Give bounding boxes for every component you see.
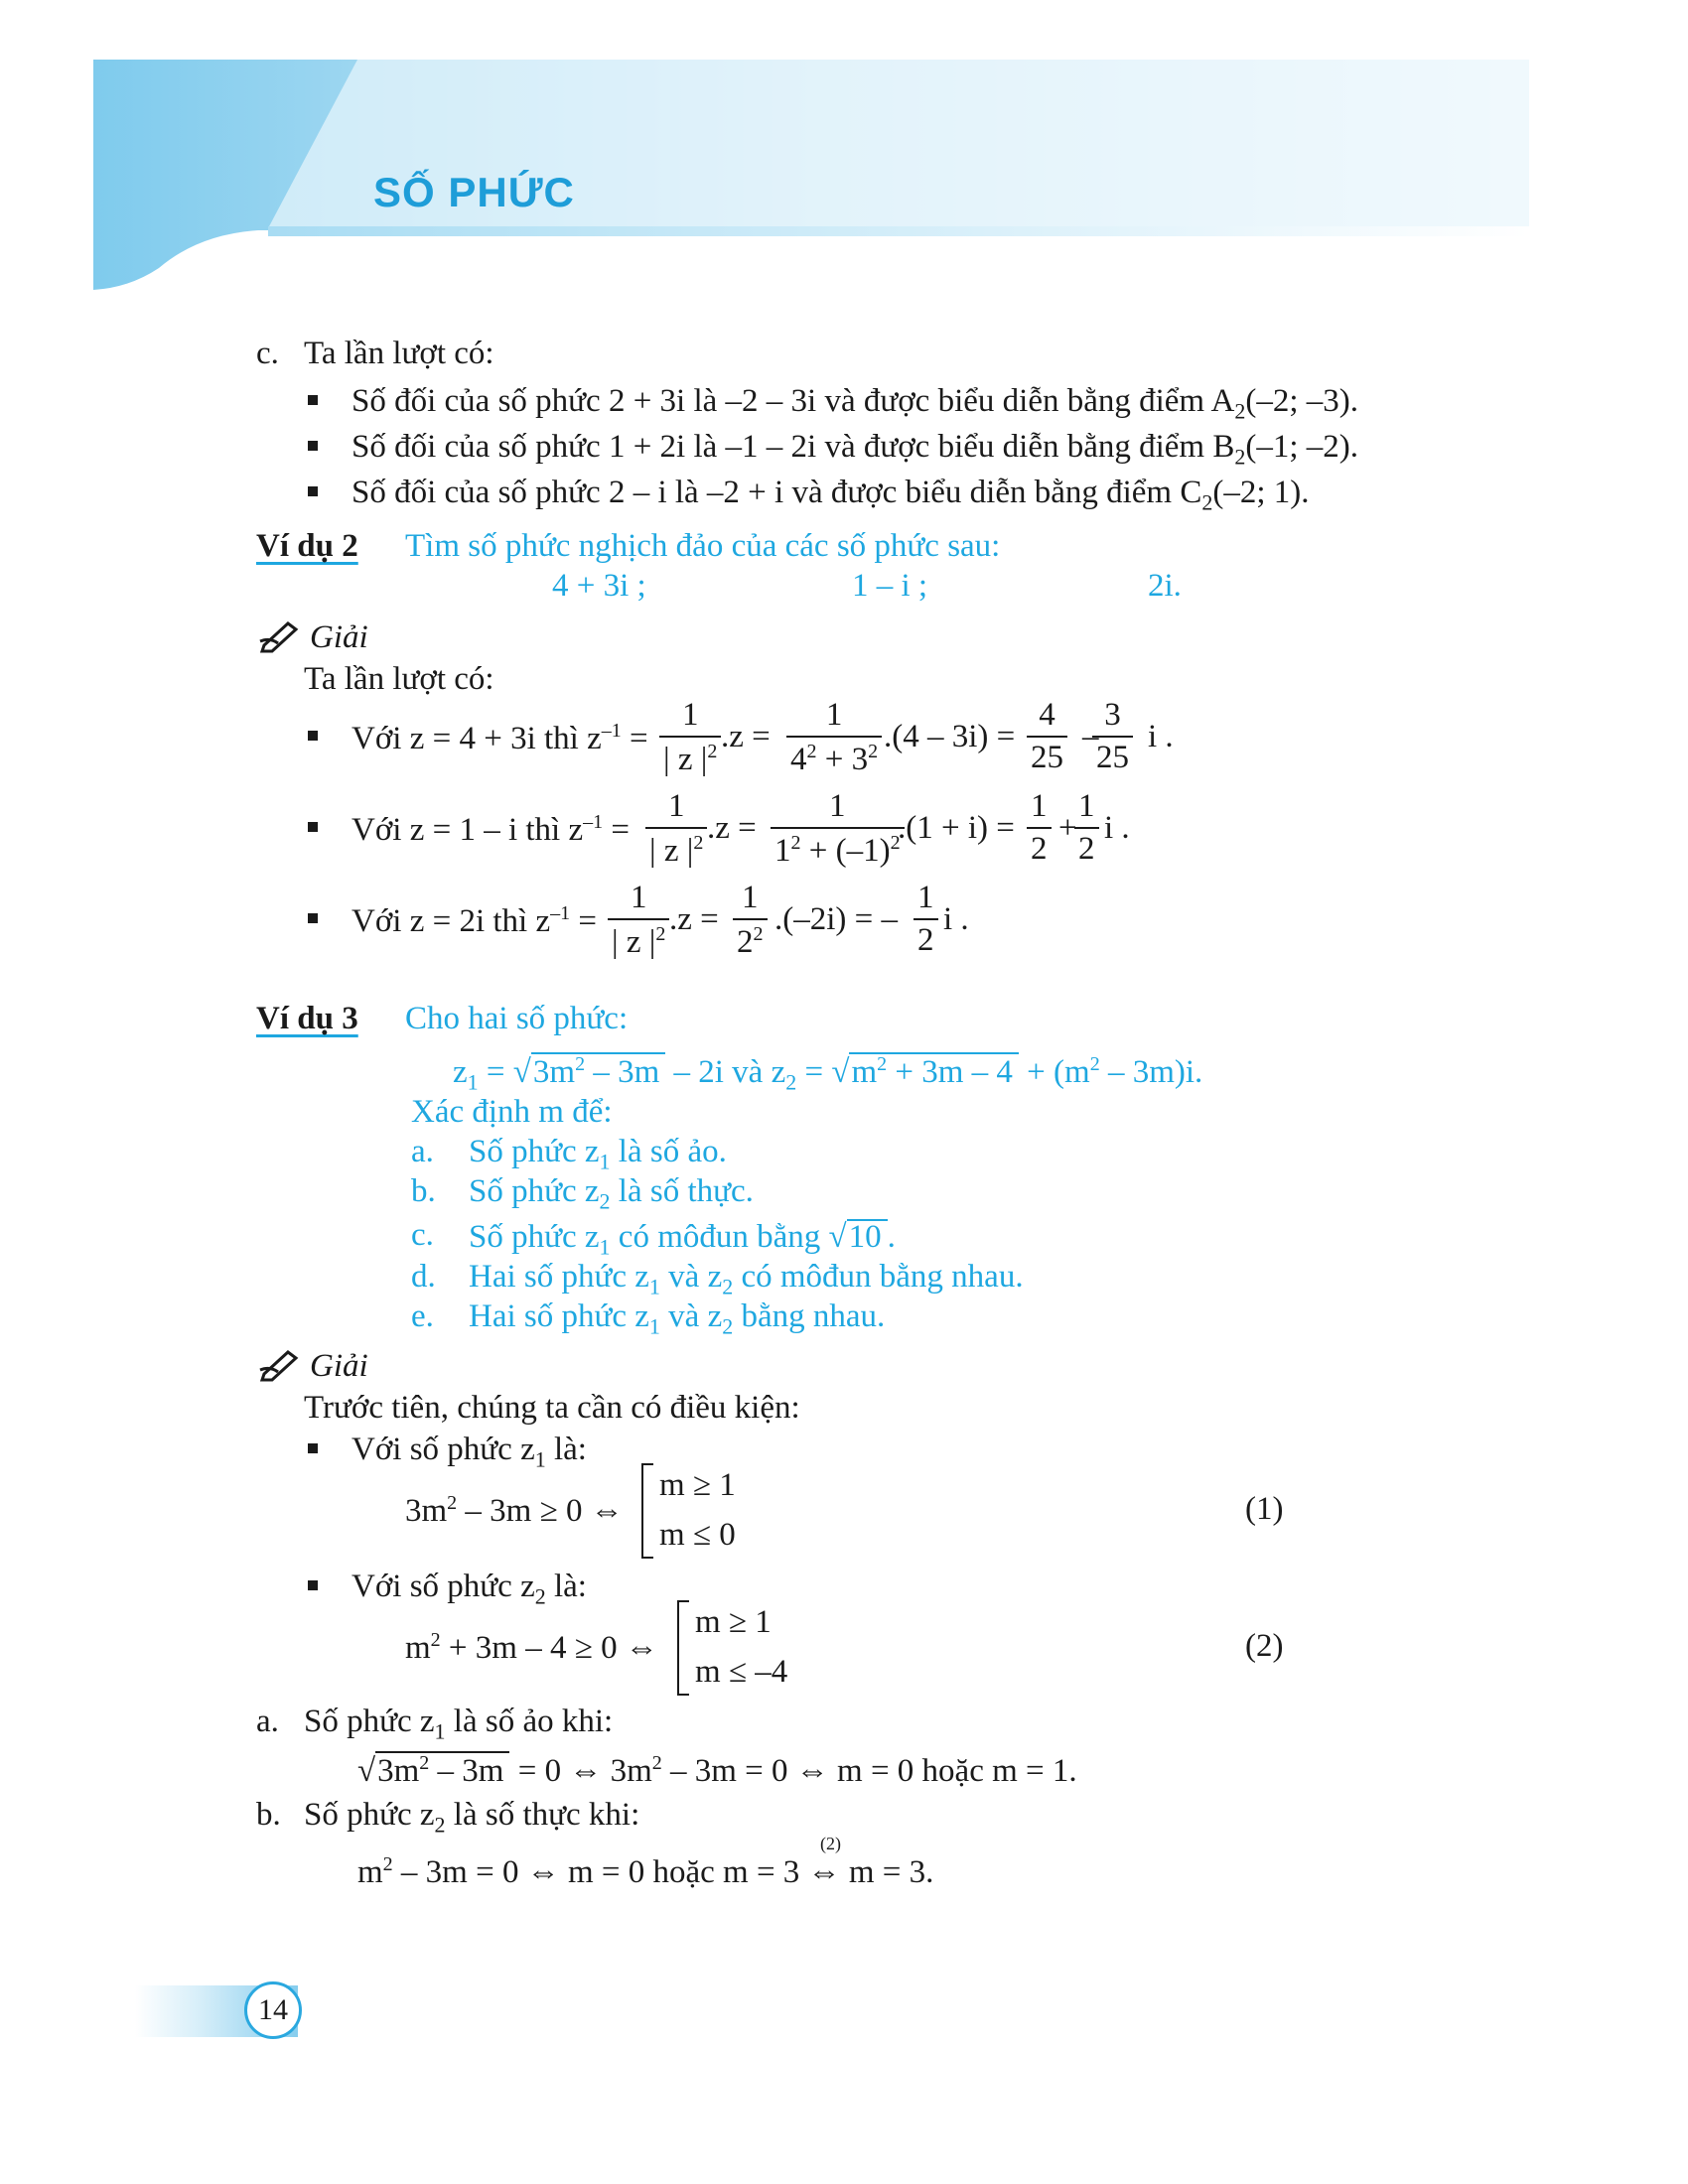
page-number: 14 <box>244 1981 302 2039</box>
bullet <box>308 731 318 741</box>
conj-z: .z = <box>707 810 757 846</box>
or-bracket <box>641 1463 653 1559</box>
i-suffix: i . <box>1148 719 1174 754</box>
partc-intro: Ta lần lượt có: <box>304 336 494 371</box>
solution-a-heading: Số phức $z_1$ là số ảo khi: <box>304 1704 614 1744</box>
i-suffix: i . <box>943 901 969 937</box>
fraction-4-25: $\frac{4}{25}$ <box>1027 699 1067 774</box>
bullet <box>308 913 318 923</box>
fraction-1-over-modulus: $\frac{1}{| z |^2}$ <box>608 882 669 959</box>
conj-z: .z = <box>721 719 771 754</box>
bullet <box>308 822 318 832</box>
mult-3: .(–2i) = – <box>774 901 899 937</box>
task-d: Hai số phức $z_1$ và $z_2$ có môđun bằng nhau. <box>469 1259 1024 1299</box>
solution-a-label: a. <box>256 1704 279 1739</box>
range-2b: m ≤ –4 <box>695 1654 788 1690</box>
bullet <box>308 1443 318 1453</box>
pencil-icon <box>258 1348 302 1382</box>
fraction-half-b: $\frac{1}{2}$ <box>1074 790 1099 866</box>
bullet <box>308 1580 318 1590</box>
range-2a: m ≥ 1 <box>695 1604 772 1640</box>
task-c: Số phức $z_1$ có môđun bằng √10 . <box>469 1219 896 1260</box>
fraction-1-over-2: $\frac{1}{1^2 + (-1)^2}$ <box>771 790 905 868</box>
task-d-label: d. <box>411 1259 436 1295</box>
chapter-title: SỐ PHỨC <box>373 169 575 215</box>
example-3-ask: Xác định m để: <box>411 1094 613 1130</box>
partc-label: c. <box>256 336 279 371</box>
mult-2: .(1 + i) = <box>898 810 1015 846</box>
task-a: Số phức $z_1$ là số ảo. <box>469 1134 727 1174</box>
example-3-prompt: Cho hai số phức: <box>405 1001 629 1036</box>
bullet <box>308 395 318 405</box>
example-2-number-1: 4 + 3i ; <box>552 568 646 604</box>
solution-heading-3: Giải <box>310 1348 368 1384</box>
example-2-prompt: Tìm số phức nghịch đảo của các số phức sau: <box>405 528 1001 564</box>
task-a-label: a. <box>411 1134 434 1169</box>
fraction-1-over-modulus: $\frac{1}{| z |^2}$ <box>659 699 721 776</box>
or-bracket <box>677 1600 689 1696</box>
equation-tag-2: (2) <box>1245 1628 1284 1664</box>
range-1a: m ≥ 1 <box>659 1467 736 1503</box>
solution-b-arrow-note: (2) <box>820 1834 841 1853</box>
mult-1: .(4 – 3i) = <box>884 719 1016 754</box>
condition-2-heading: Với số phức $z_2$ là: <box>352 1569 587 1609</box>
fraction-half-a: $\frac{1}{2}$ <box>1027 790 1052 866</box>
inverse-line-1-prefix: Với z = 4 + 3i thì $z^{-1}$ = <box>352 720 648 756</box>
solution-b-heading: Số phức $z_2$ là số thực khi: <box>304 1797 640 1838</box>
task-b: Số phức $z_2$ là số thực. <box>469 1173 754 1214</box>
partc-item-2: Số đối của số phức 1 + 2i là –1 – 2i và được biểu diễn bằng điểm $B_2(-1$; –2). <box>352 429 1359 470</box>
fraction-1-over-25: $\frac{1}{4^2 + 3^2}$ <box>786 699 882 776</box>
solution-heading-2: Giải <box>310 619 368 655</box>
partc-item-3: Số đối của số phức 2 – i là –2 + i và được biểu diễn bằng điểm $C_2(-2$; 1). <box>352 475 1310 515</box>
inverse-line-3-prefix: Với z = 2i thì $z^{-1}$ = <box>352 902 597 939</box>
example-2-number-2: 1 – i ; <box>852 568 928 604</box>
example-2-label: Ví dụ 2 <box>256 528 358 564</box>
bullet <box>308 441 318 451</box>
fraction-half-c: $\frac{1}{2}$ <box>914 882 938 957</box>
bullet <box>308 486 318 496</box>
range-1b: m ≤ 0 <box>659 1517 736 1553</box>
solution-2-intro: Ta lần lượt có: <box>304 661 494 697</box>
condition-1-heading: Với số phức $z_1$ là: <box>352 1432 587 1472</box>
plus-sign: + <box>1058 810 1077 846</box>
task-b-label: b. <box>411 1173 436 1209</box>
conj-z: .z = <box>669 901 719 937</box>
task-e-label: e. <box>411 1298 434 1334</box>
pencil-icon <box>258 619 302 653</box>
equation-tag-1: (1) <box>1245 1491 1284 1527</box>
solution-a-equation: $√3m^2 - 3m = 0$ ⇔ $3m^2 - 3m = 0$ ⇔ m = 0 hoặc m = 1. <box>357 1752 1077 1789</box>
partc-item-1: Số đối của số phức 2 + 3i là –2 – 3i và được biểu diễn bằng điểm $A_2(-2$; –3). <box>352 383 1359 424</box>
solution-b-label: b. <box>256 1797 281 1833</box>
fraction-1-over-4: $\frac{1}{2^2}$ <box>733 882 768 959</box>
example-2-number-3: 2i. <box>1148 568 1182 604</box>
fraction-1-over-modulus: $\frac{1}{| z |^2}$ <box>645 790 707 868</box>
task-c-label: c. <box>411 1217 434 1253</box>
i-suffix: i . <box>1104 810 1130 846</box>
conditions-intro: Trước tiên, chúng ta cần có điều kiện: <box>304 1390 800 1426</box>
inverse-line-2-prefix: Với z = 1 – i thì $z^{-1}$ = <box>352 811 630 848</box>
example-3-definitions: $z_1 = √3m^2 - 3m - 2i$ và $z_2 = √m^2 + 3m - 4 + (m^2 - 3m)i$. <box>453 1053 1203 1095</box>
inequality-2: $m^2 + 3m - 4 \ge 0$ ⇔ <box>405 1629 658 1666</box>
task-e: Hai số phức $z_1$ và $z_2$ bằng nhau. <box>469 1298 886 1339</box>
example-3-label: Ví dụ 3 <box>256 1001 358 1036</box>
header-banner <box>0 0 1688 298</box>
inequality-1: $3m^2 - 3m \ge 0$ ⇔ <box>405 1492 624 1529</box>
solution-b-equation: $m^2 - 3m = 0$ ⇔ m = 0 hoặc m = 3 ⇔ m = 3. <box>357 1853 934 1890</box>
minus-sign: – <box>1082 719 1099 754</box>
fraction-3-25: $\frac{3}{25}$ <box>1092 699 1133 774</box>
